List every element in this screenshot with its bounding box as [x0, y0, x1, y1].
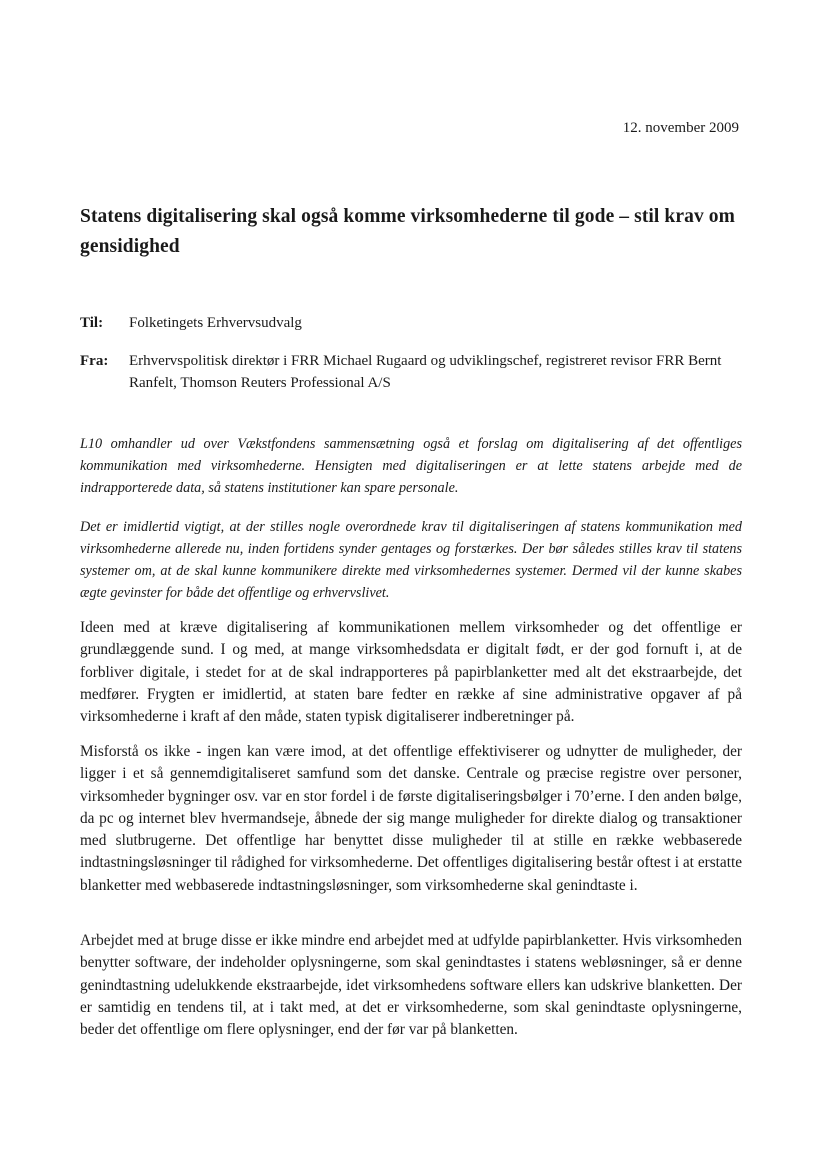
recipient-label: Til:	[80, 315, 104, 331]
intro-paragraph: Det er imidlertid vigtigt, at der stilles nogle overordnede krav til digitaliseringen af statens kommunikation med virksomhederne allerede nu, inden fortidens synder gentages og forstærkes. Der bør således stilles krav til statens systemer om, at de skal kunne kommunikere direkte med virksomhedernes systemer. Dermed vil der kunne skabes ægte gevinster for både det offentlige og erhvervslivet.	[80, 519, 742, 601]
intro-paragraph: L10 omhandler ud over Vækstfondens sammensætning også et forslag om digitalisering af det offentliges kommunikation med virksomhederne. Hensigten med digitaliseringen er at lette statens arbejde med de indrapporterede data, så statens institutioner kan spare personale.	[80, 436, 742, 496]
sender-value: Erhvervspolitisk direktør i FRR Michael Rugaard og udviklingschef, registreret revisor FRR Bernt Ranfelt, Thomson Reuters Professional A/S	[129, 353, 722, 391]
body-paragraph: Ideen med at kræve digitalisering af kommunikationen mellem virksomheder og det offentlige er grundlæggende sund. I og med, at mange virksomhedsdata er digitalt født, er der god fornuft i, at de forbliver digitale, i stedet for at de skal indrapporteres på papirblanketter med alt det ekstraarbejde, det medfører. Frygten er imidlertid, at staten bare fedter en række af sine administrative opgaver af på virksomhederne i kraft af den måde, staten typisk digitaliserer indberetninger på.	[80, 619, 742, 726]
recipient-value: Folketingets Erhvervsudvalg	[129, 315, 302, 331]
body-paragraph: Arbejdet med at bruge disse er ikke mindre end arbejdet med at udfylde papirblanketter. Hvis virksomheden benytter software, der indeholder oplysningerne, som skal genindtastes i statens webløsninger, så er denne genindtastning udelukkende ekstraarbejde, idet virksomhedens software ellers kan udskrive blanketten. Der er samtidig en tendens til, at i takt med, at det er virksomhederne, som skal genindtaste oplysningerne, beder det offentlige om flere oplysninger, end der før var på blanketten.	[80, 932, 742, 1039]
body-paragraph: Misforstå os ikke - ingen kan være imod, at det offentlige effektiviserer og udnytter de muligheder, der ligger i et så gennemdigitaliseret samfund som det danske. Centrale og præcise registre over personer, virksomheder bygninger osv. var en stor fordel i de første digitaliseringsbølger i 70’erne. I den anden bølge, da pc og internet blev hvermandseje, åbnede der sig mange muligheder for direkte dialog og transaktioner med slutbrugerne. Det offentlige har benyttet disse muligheder til at stille en række webbaserede indtastningsløsninger til rådighed for virksomhederne. Det offentliges digitalisering består oftest i at erstatte blanketter med webbaserede indtastningsløsninger, som virksomhederne skal genindtaste i.	[80, 743, 742, 894]
sender-line	[80, 350, 760, 394]
recipient-line	[80, 312, 760, 334]
sender-label: Fra:	[80, 353, 109, 369]
letter-title: Statens digitalisering skal også komme virksomhederne til gode – stil krav om gensidighed	[80, 206, 735, 257]
letter-date: 12. november 2009	[622, 120, 739, 136]
